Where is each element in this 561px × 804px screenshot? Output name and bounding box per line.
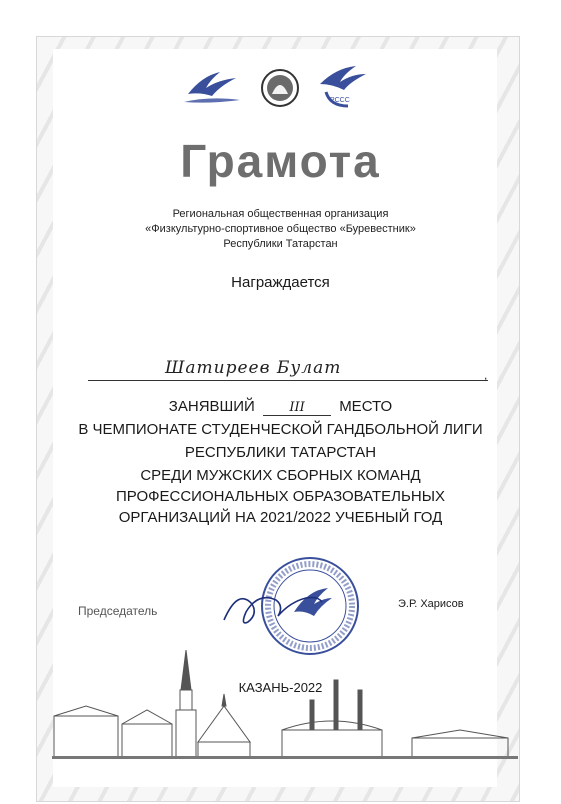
tatarstan-emblem-icon <box>262 70 298 106</box>
text-line-3: СРЕДИ МУЖСКИХ СБОРНЫХ КОМАНД <box>140 467 421 484</box>
logos <box>180 62 380 112</box>
signature <box>218 582 328 632</box>
place-suffix: МЕСТО <box>339 398 393 415</box>
svg-text:РССС: РССС <box>330 97 350 104</box>
city-year: КАЗАНЬ-2022 <box>238 680 323 695</box>
place-prefix: ЗАНЯВШИЙ <box>168 398 255 415</box>
chairman-label: Председатель <box>78 604 158 618</box>
org-line-2: «Физкультурно-спортивное общество «Буревестник» <box>145 223 416 235</box>
comma-mark: , <box>484 368 488 382</box>
recipient-name: Шатиреев Булат <box>165 358 342 378</box>
place-row <box>0 398 561 416</box>
text-line-1: В ЧЕМПИОНАТЕ СТУДЕНЧЕСКОЙ ГАНДБОЛЬНОЙ ЛИГИ <box>78 421 483 438</box>
kazan-skyline <box>52 650 518 760</box>
text-line-5: ОРГАНИЗАЦИЙ НА 2021/2022 УЧЕБНЫЙ ГОД <box>118 509 443 526</box>
text-line-4: ПРОФЕССИОНАЛЬНЫХ ОБРАЗОВАТЕЛЬНЫХ <box>115 488 445 505</box>
place-value: III <box>263 400 331 416</box>
seagull-icon <box>184 72 240 103</box>
certificate-title: Грамота <box>180 135 381 187</box>
awarded-label: Награждается <box>231 274 330 291</box>
rsss-seagull-icon <box>320 66 366 106</box>
name-underline <box>88 380 488 381</box>
org-line-1: Региональная общественная организация <box>172 208 389 220</box>
signer-name: Э.Р. Харисов <box>398 598 464 610</box>
text-line-2: РЕСПУБЛИКИ ТАТАРСТАН <box>184 444 377 461</box>
org-line-3: Республики Татарстан <box>223 238 338 250</box>
